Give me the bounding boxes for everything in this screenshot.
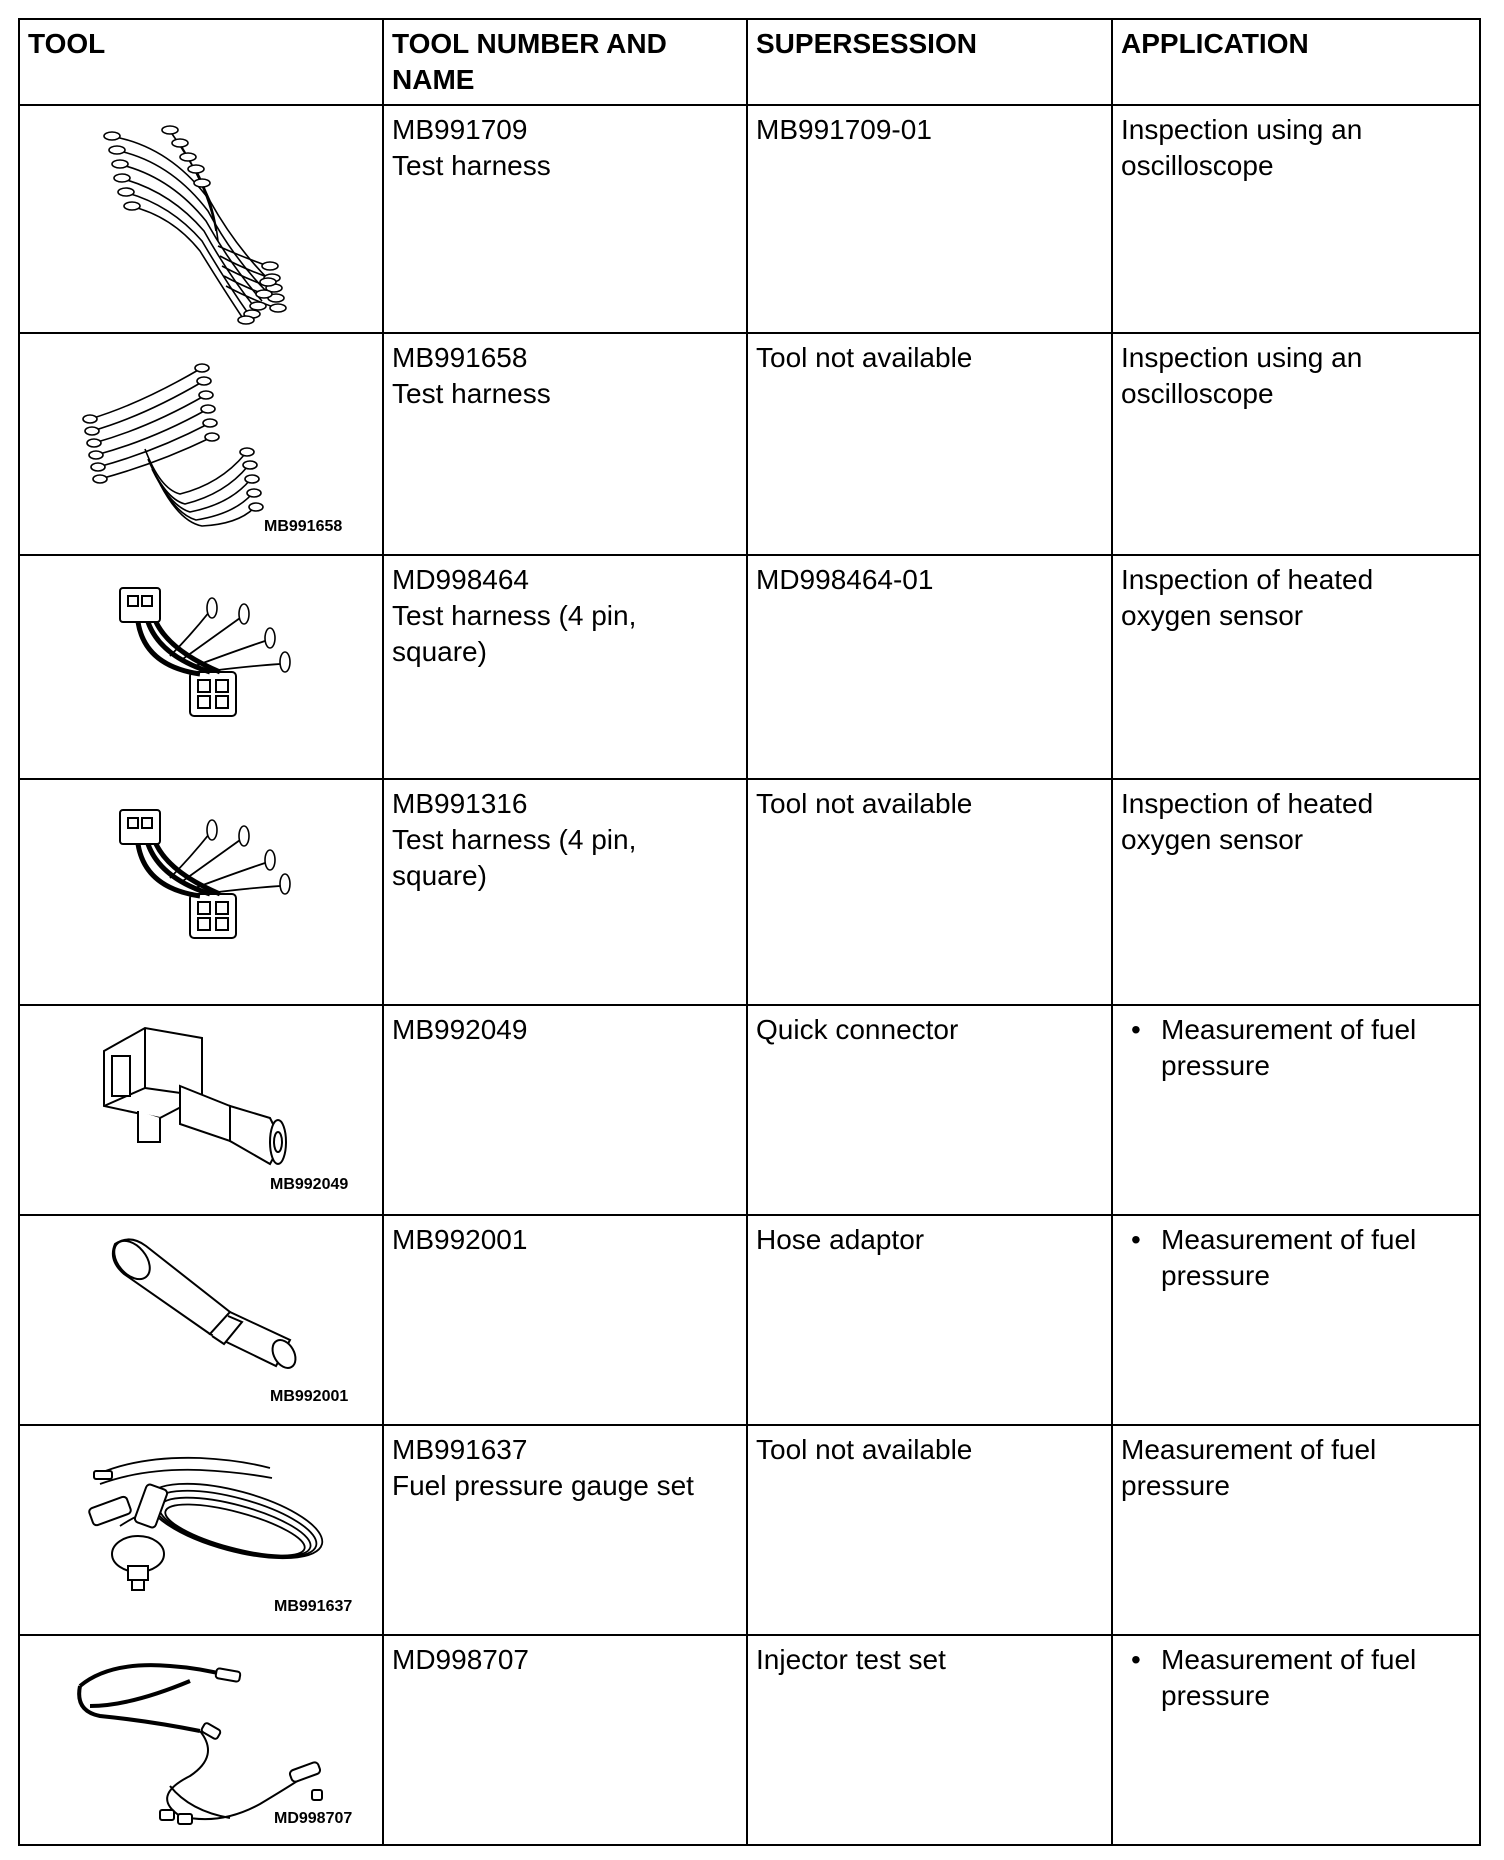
tool-image-cell [19, 1425, 383, 1635]
table-row [19, 105, 1480, 333]
tool-number: MB992049 [392, 1014, 528, 1045]
table-row [19, 779, 1480, 1005]
application-cell [1112, 333, 1480, 555]
application-line2: pressure [1161, 1050, 1270, 1081]
application-line1: Inspection of heated [1121, 788, 1374, 819]
tool-number-cell [383, 333, 747, 555]
application-cell [1112, 1425, 1480, 1635]
application-cell [1112, 779, 1480, 1005]
tool-image-label: MD998707 [274, 1810, 353, 1827]
special-tools-table [18, 18, 1481, 1846]
tool-number: MB992001 [392, 1224, 528, 1255]
tool-number-cell [383, 1425, 747, 1635]
tool-image-cell [19, 555, 383, 779]
tool-image-cell [19, 105, 383, 333]
application-line2: pressure [1121, 1470, 1230, 1501]
application-text [1161, 1642, 1416, 1714]
supersession-cell: MB991709-01 [747, 105, 1112, 333]
tool-number: MB991637 [392, 1434, 528, 1465]
tool-image-cell [19, 333, 383, 555]
bullet-item [1121, 1012, 1471, 1084]
tool-number: MD998707 [392, 1644, 529, 1675]
tool-number: MB991709 [392, 114, 528, 145]
application-line2: oxygen sensor [1121, 600, 1304, 631]
application-line1: Measurement of fuel [1161, 1224, 1417, 1255]
supersession-cell: Injector test set [747, 1635, 1112, 1845]
tool-name-line2: square) [392, 860, 487, 891]
tool-name: Test harness [392, 150, 551, 181]
bullet-icon: • [1131, 1224, 1141, 1255]
connector-harness-icon [20, 556, 384, 778]
application-line1: Measurement of fuel [1161, 1014, 1417, 1045]
supersession-cell: Quick connector [747, 1005, 1112, 1215]
tool-image-label: MB992001 [270, 1388, 349, 1405]
bullet-icon: • [1131, 1014, 1141, 1045]
tool-number: MB991316 [392, 788, 528, 819]
application-line1: Inspection using an [1121, 114, 1363, 145]
tool-image-cell [19, 1005, 383, 1215]
tool-image-cell [19, 779, 383, 1005]
table-row [19, 555, 1480, 779]
tool-number-cell [383, 555, 747, 779]
supersession-cell: Tool not available [747, 333, 1112, 555]
tool-number-cell [383, 1635, 747, 1845]
table-row [19, 1005, 1480, 1215]
header-tool-number-line2: NAME [392, 64, 475, 95]
tool-number-cell [383, 779, 747, 1005]
application-line2: oscilloscope [1121, 378, 1274, 409]
header-tool: TOOL [19, 19, 383, 105]
tool-name: Test harness [392, 378, 551, 409]
application-cell [1112, 1635, 1480, 1845]
supersession-cell: Tool not available [747, 1425, 1112, 1635]
tool-image-cell [19, 1215, 383, 1425]
application-line1: Measurement of fuel [1121, 1434, 1377, 1465]
application-line2: pressure [1161, 1680, 1270, 1711]
tool-name-line2: square) [392, 636, 487, 667]
tool-number-cell [383, 1215, 747, 1425]
header-application: APPLICATION [1112, 19, 1480, 105]
application-line1: Inspection of heated [1121, 564, 1374, 595]
tool-number: MB991658 [392, 342, 528, 373]
table-row [19, 1635, 1480, 1845]
application-text [1161, 1012, 1416, 1084]
application-cell [1112, 555, 1480, 779]
tool-name: Fuel pressure gauge set [392, 1470, 694, 1501]
bullet-item [1121, 1642, 1471, 1714]
application-line2: pressure [1161, 1260, 1270, 1291]
tool-name: Test harness (4 pin, [392, 600, 637, 631]
application-text [1161, 1222, 1416, 1294]
table-row [19, 333, 1480, 555]
application-cell [1112, 1005, 1480, 1215]
tool-image-label: MB991637 [274, 1598, 353, 1615]
tool-image-label: MB991658 [264, 518, 343, 535]
table-row [19, 1425, 1480, 1635]
tool-number: MD998464 [392, 564, 529, 595]
tool-image-cell [19, 1635, 383, 1845]
supersession-cell: MD998464-01 [747, 555, 1112, 779]
connector-harness-icon [20, 780, 384, 1004]
tool-number-cell [383, 1005, 747, 1215]
bullet-icon: • [1131, 1644, 1141, 1675]
tool-image-label: MB992049 [270, 1176, 349, 1193]
header-supersession: SUPERSESSION [747, 19, 1112, 105]
application-line2: oscilloscope [1121, 150, 1274, 181]
application-line2: oxygen sensor [1121, 824, 1304, 855]
application-cell [1112, 105, 1480, 333]
supersession-cell: Hose adaptor [747, 1215, 1112, 1425]
tool-name: Test harness (4 pin, [392, 824, 637, 855]
application-line1: Inspection using an [1121, 342, 1363, 373]
application-line1: Measurement of fuel [1161, 1644, 1417, 1675]
table-row [19, 1215, 1480, 1425]
header-tool-number-and-name [383, 19, 747, 105]
supersession-cell: Tool not available [747, 779, 1112, 1005]
header-tool-number-line1: TOOL NUMBER AND [392, 28, 667, 59]
header-row [19, 19, 1480, 105]
application-cell [1112, 1215, 1480, 1425]
test-harness-icon [20, 106, 384, 332]
bullet-item [1121, 1222, 1471, 1294]
tool-number-cell [383, 105, 747, 333]
